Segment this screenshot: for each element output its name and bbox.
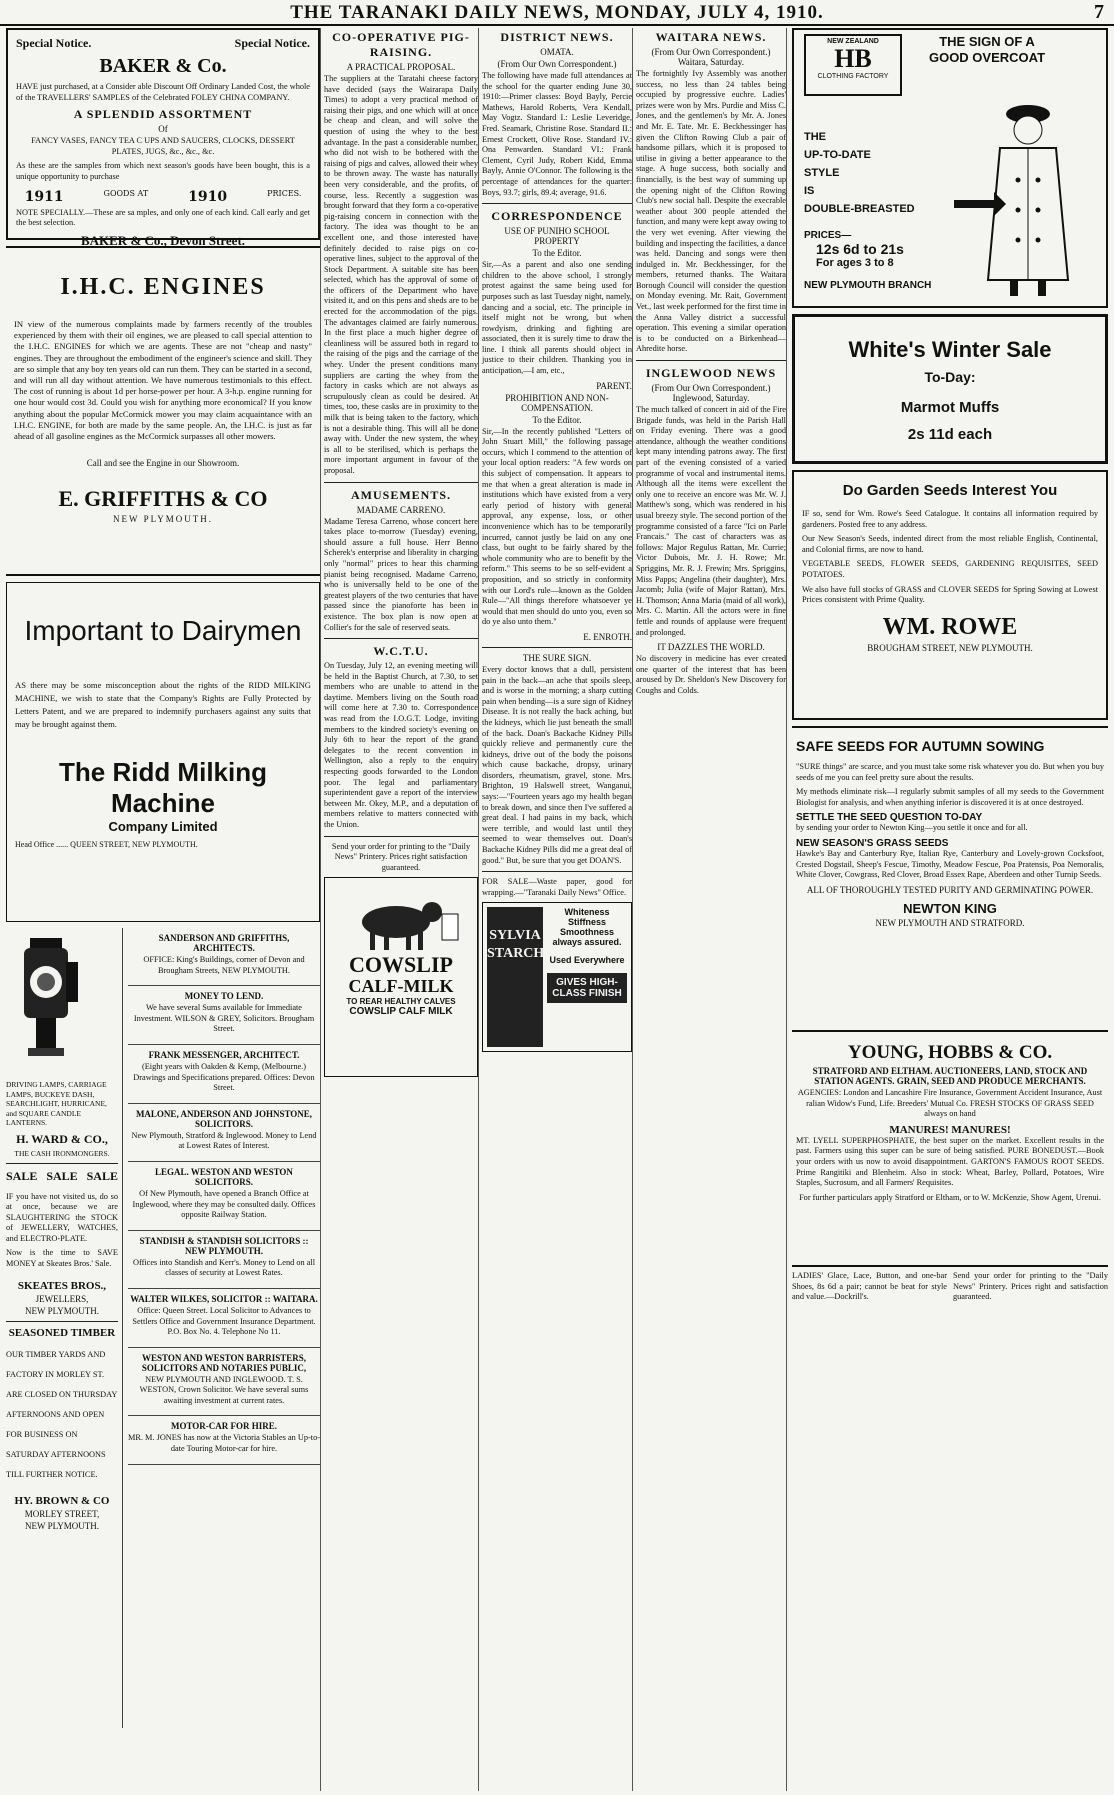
cowslip-word: COWSLIP [349, 952, 453, 978]
ladies-shoes-notice: LADIES' Glace, Lace, Button, and one-bar Shoes, 8s 6d a pair; cannot be beat for style and value.—Dockrill's. [792, 1271, 947, 1302]
sale-2: SALE [46, 1168, 78, 1183]
whites-item: Marmot Muffs [900, 399, 1000, 416]
cowslip-tag: TO REAR HEALTHY CALVES [346, 997, 456, 1007]
ridd-office: QUEEN STREET, NEW PLYMOUTH. [70, 840, 198, 849]
young-name: YOUNG, HOBBS & CO. [847, 1042, 1053, 1063]
sylvia-used: Used Everywhere [549, 955, 625, 966]
inglewood-credit: (From Our Own Correspondent.) Inglewood, Saturday. [651, 383, 771, 404]
directory-entry-text: MR. M. JONES has now at the Victoria Stables an Up-to-date Touring Motor-car for hire. [128, 1433, 320, 1454]
hb-badge-top: NEW ZEALAND [827, 38, 879, 45]
directory-entry [128, 928, 320, 986]
rowe-p3: VEGETABLE SEEDS, FLOWER SEEDS, GARDENING REQUISITES, SEED POTATOES. [802, 559, 1098, 579]
cowslip-label: COWSLIP CALF MILK [349, 1006, 453, 1018]
calf-image [336, 884, 466, 954]
hb-prices-range: 12s 6d to 21s [816, 241, 904, 257]
whites-today: To-Day: [924, 369, 976, 385]
skeats-name: SKEATES BROS., [17, 1279, 107, 1292]
directory-entry-text: We have several Sums available for Immediate Investment. WILSON & GREY, Solicitors. Brougham Street. [133, 1003, 315, 1034]
letter2-to: To the Editor. [532, 414, 582, 425]
inglewood-body: The much talked of concert in aid of the Fire Brigade funds, was held in the Parish Hall on Friday evening. There was a good attendance, although the weather conditions kept many intending patrons away. The first part of the evening consisted of a varied programme of vocal and instrumental items. Although all the items were excellent the only one to receive an encore was Mr. W. J. Matthew's song, which was rendered in his usual breezy style. The second portion of the programme consisted of a farce "Ici on Parle Francais." The cast of characters was as follows: Major Regulus Rattan, Mr. Currie; Victor Dubois, Mr. J. H. Rowe; Mr. Spriggins, Mr. R. J. Frewin; Mrs. Spriggins, Miss Papps; Angelina (their daughter), Mrs. Jacomb; Julia (wife of Major Rattan), Mrs. H. Thomson; Anna Maria (maid of all work), Mrs. C. Martin. All the actors were in fine fettle and rounds of applause were frequent and prolonged. [636, 405, 786, 637]
baker-intro: HAVE just purchased, at a Consider able Discount Off Ordinary Landed Cost, the whole of the TRAVELLERS' SAMPLES of the Celebrated FOLEY CHINA COMPANY. [16, 82, 310, 102]
wctu-title: W.C.T.U. [373, 644, 429, 659]
baker-name: BAKER & Co. [99, 55, 227, 77]
amusements-body: Madame Teresa Carreno, whose concert here takes place to-morrow (Tuesday) evening, should assure a full house. Herr Benno Scherek's enterprise and liberality in charging only "normal" prices to hear this charming pianist being recognised. Madame Carreno, who is universally held to be one of the greatest players of the two centuries that have passed since the pianoforte has been in existence. The box plan is now open at Collier's for the sale of reserved seats. [324, 516, 478, 632]
pig-body: The suppliers at the Taratahi cheese factory have decided (says the Wairarapa Daily Times) to adopt a very practical method of raising their pigs, and one which will at once be cheap and clean, and will solve the question of using the whey to the best advantage. In the past a considerable number, who did not wish to be bothered with the raising of pigs and calves, allowed their whey to be thrown away. The waste has naturally been very considerable, and the profits, of course, less. Recently a suggestion was brought forward that they form a co-operative pig-raising concern in connection with the factory. The idea was thought to be an excellent one, and those interested have definitely decided to raise pigs on co-operative lines, subject to the approval of the Stock Department. A suitable site has been selected, which has the approval of some of the officers of the Department who have visited it, and on this pens and sheds are to be erected for the accommodation of the pigs. The advantages claimed are fairly numerous. In the first place a much higher degree of cleanliness will be assured both in regard to the raising of the pigs and the carriage of the whey. Under the present conditions many suppliers are carting the whey from the factory in casks which are not always as scrupulously clean as could be desired. At times, too, these casks are in proximity to the milk that is being taken to the factory, which is not a desirable thing. This will all be done away with. Under the new system, the whey is all to be sterilised, which is perhaps the more important argument in favour of the proposal. [324, 74, 478, 475]
sure-sign-body: Every doctor knows that a dull, persistent pain in the back—an ache that spoils sleep, and is worse in the morning; a sharp cutting pain when bending—is a sure sign of Kidney Disease. It is not really the back aching, but the kidneys, which lie just beneath the small of the back. Doan's Backache Kidney Pills quickly relieve and permanently cure the kidneys, drive out of the body the poisons which cause backache, dropsy, urinary disorders, rheumatism, gravel, stone. Mrs. Brighton, 19 Halswell street, Wanganui, says:—"Fourteen years ago my health began to break down, and since then I've suffered a great deal. I had pains in my back, which were terrible, and would last until they seemed to wear themselves out. Doan's Backache Kidney Pills did me a great deal of good." But, be sure that you get DOAN'S. [482, 664, 633, 865]
directory-entry-title: WESTON AND WESTON BARRISTERS, SOLICITORS AND NOTARIES PUBLIC, [141, 1352, 307, 1373]
ward-name: H. WARD & CO., [16, 1131, 108, 1146]
hb-style-4: IS [804, 185, 815, 197]
whites-sale-ad [792, 314, 1108, 464]
hb-style-2: UP-TO-DATE [804, 149, 871, 161]
directory-entry-title: WALTER WILKES, SOLICITOR :: WAITARA. [130, 1293, 318, 1304]
column-4 [636, 28, 787, 1791]
hb-style-5: DOUBLE-BREASTED [804, 203, 915, 215]
cowslip-ad [324, 877, 478, 1077]
inglewood-title: INGLEWOOD NEWS [645, 366, 777, 381]
hb-prices [804, 230, 904, 269]
skeats-trade: JEWELLERS, [35, 1293, 89, 1304]
hb-logo: HB [834, 44, 872, 73]
rowe-p1: IF so, send for Wm. Rowe's Seed Catalogue. It contains all information required by gardeners. Posted free to any address. [802, 509, 1098, 529]
newton-king-ad [792, 726, 1108, 1030]
hb-prices-label: PRICES— [804, 230, 852, 241]
sale-1: SALE [6, 1168, 38, 1183]
brown-town: NEW PLYMOUTH. [25, 1520, 99, 1531]
dazzles-title: IT DAZZLES THE WORLD. [657, 642, 765, 653]
directory-entry [128, 986, 320, 1045]
directory-entry-title: FRANK MESSENGER, ARCHITECT. [148, 1049, 300, 1060]
rowe-p2: Our New Season's Seeds, indented direct from the most reliable English, Continental, and Colonial firms, are now to hand. [802, 534, 1098, 554]
hb-sign-title: THE SIGN OF A GOOD OVERCOAT [928, 34, 1046, 65]
column-1 [6, 28, 321, 1791]
king-title: SAFE SEEDS FOR AUTUMN SOWING [796, 738, 1045, 754]
king-h3: NEW SEASON'S GRASS SEEDS [796, 837, 949, 849]
king-town: NEW PLYMOUTH AND STRATFORD. [875, 917, 1025, 928]
amusements-sub: MADAME CARRENO. [356, 504, 446, 515]
newspaper-title: THE TARANAKI DAILY NEWS, MONDAY, JULY 4, 1910. [290, 2, 824, 23]
directory-entry-title: MONEY TO LEND. [184, 991, 264, 1002]
young-body: MT. LYELL SUPERPHOSPHATE, the best super on the market. Excellent results in the past. Farmers using this super can be sure of being satisfied. PURE BONEDUST.—Book your orders with us now to avoid disappointment. GARTON'S FAMOUS ROOT SEEDS. Prime Rangitiki and Blenheim. Also in stock: Wheat, Barley, Pollard, Potatoes, Wire Staples, Sucrosum, and all Farmers' Requisites. [796, 1135, 1104, 1188]
directory-entry [128, 1289, 320, 1348]
hb-overcoat-ad [792, 28, 1108, 308]
baker-ad [6, 28, 320, 248]
rowe-seeds-ad [792, 470, 1108, 720]
letter1-body: Sir,—As a parent and also one sending children to the above school, I strongly protest against the same being used for purposes such as last Tuesday night, namely, dancing and a social, etc. The principle in itself might not be wrong, but when rowdyism, drinking and fighting are associated, then it is surely time to draw the line. I think all parents should object in justice to their children. Thanking you in anticipation,—I am, etc., [482, 260, 632, 376]
king-p1: "SURE things" are scarce, and you must take some risk whatever you do. But when you buy seeds of me you can feel pretty sure about the results. [796, 762, 1104, 782]
directory-entry [128, 1416, 320, 1464]
young-hobbs-ad [792, 1030, 1108, 1265]
calf-milk-word: CALF-MILK [348, 976, 454, 997]
sale-3: SALE [86, 1168, 118, 1183]
directory-entry-title: SANDERSON AND GRIFFITHS, ARCHITECTS. [158, 933, 290, 953]
pig-sub: A PRACTICAL PROPOSAL. [346, 62, 456, 72]
directory-entry-title: STANDISH & STANDISH SOLICITORS :: NEW PLYMOUTH. [139, 1235, 309, 1256]
column-3 [482, 28, 633, 1791]
timber-title: SEASONED TIMBER [8, 1326, 116, 1339]
king-h2: SETTLE THE SEED QUESTION TO-DAY [796, 812, 983, 824]
directory-entry-text: (Eight years with Oakden & Kemp, (Melbourne.) Drawings and Specifications prepared. Offices: Devon Street. [133, 1061, 315, 1093]
boy-in-overcoat-image [944, 100, 1094, 300]
baker-items: FANCY VASES, FANCY TEA C UPS AND SAUCERS, CLOCKS, DESSERT PLATES, JUGS, &c., &c., &c. [31, 136, 295, 156]
directory-entry-text: New Plymouth, Stratford & Inglewood. Money to Lend at Lowest Rates of Interest. [131, 1130, 317, 1151]
sylvia-gives: GIVES HIGH-CLASS FINISH [547, 973, 627, 1003]
directory-entry [128, 1162, 320, 1231]
sylvia-starch-ad [482, 902, 632, 1052]
page-number: 7 [1094, 1, 1104, 23]
king-p2: My methods eliminate risk—I regularly submit samples of all my seeds to the Government Biologist for analysis, and when anything inferior is discovered it is at once destroyed. [796, 787, 1104, 807]
sylvia-starch-box: SYLVIA STARCH [487, 907, 543, 1047]
waitara-credit: (From Our Own Correspondent.) Waitara, Saturday. [651, 47, 771, 67]
brown-street: MORLEY STREET, [24, 1508, 100, 1519]
print-ad: Send your order for printing to the "Daily News" Printery. Prices right satisfaction guaranteed. [331, 841, 471, 872]
young-foot: For further particulars apply Stratford or Eltham, or to W. McKenzie, Show Agent, Urenui. [799, 1192, 1101, 1202]
ridd-name: The Ridd Milking Machine [59, 757, 267, 818]
letter1-signature: PARENT. [596, 380, 632, 391]
col1-lower-left [6, 928, 118, 1728]
letter1-to: To the Editor. [532, 248, 582, 259]
price-1910: 1910 [188, 188, 228, 205]
letter1-title: USE OF PUNIHO SCHOOL PROPERTY [504, 226, 610, 247]
special-notice-right: Special Notice. [234, 36, 310, 50]
bottom-notices [792, 1265, 1108, 1307]
price-1911: 1911 [24, 188, 64, 205]
ihc-ad [6, 246, 320, 576]
ward-sub: THE CASH IRONMONGERS. [14, 1148, 110, 1158]
directory-entry [128, 1045, 320, 1104]
ward-lamps: DRIVING LAMPS, CARRIAGE LAMPS, BUCKEYE DASH, SEARCHLIGHT, HURRICANE, and SQUARE CANDLE LANTERNS. [6, 1080, 107, 1127]
ridd-body: AS there may be some misconception about the rights of the RIDD MILKING MACHINE, we wish to state that the Company's Rights are Fully Protected by Letters Patent, and we are prepared to indemnify purchasers against any suits that may be brought against them. [15, 680, 311, 729]
king-p3: by sending your order to Newton King—you settle it once and for all. [796, 823, 1028, 833]
correspondence-title: CORRESPONDENCE [491, 209, 623, 224]
hb-badge-bottom: CLOTHING FACTORY [817, 73, 889, 80]
district-title: DISTRICT NEWS. [500, 30, 614, 44]
district-body: The following have made full attendances at the school for the quarter ending June 30, 1910:—Primer classes: Boyd Bayly, Percie Mathews, Harold Roberts, Vera Kendall, May Vogtz. Standard I.: Leslie Leveridge, Fred. Seamark, Christine Rose. Standard II.: Ernest Crockett, Olive Rose. Standard IV.: Ona Penwarden. Standard VI.: Frank Clement, Cyril Judy, Robert Kidd, Emma Bayly, Annie O'Connor. The following is the percentage of attendances for the quarter: Boys, 93.7; girls, 89.4; average, 91.6. [482, 71, 632, 197]
young-agencies: AGENCIES: London and Lancashire Fire Insurance, Government Accident Insurance, Aust ralian Widow's Fund, Life. Breeders' Mutual Co. FRESH STOCKS OF GRASS SEED always on hand [797, 1088, 1103, 1119]
king-tested: ALL OF THOROUGHLY TESTED PURITY AND GERMINATING POWER. [806, 884, 1094, 895]
hb-branch: NEW PLYMOUTH BRANCH [804, 280, 932, 291]
griffiths-name: E. GRIFFITHS & CO [58, 486, 268, 512]
directory-entry-text: Office: Queen Street. Local Solicitor to Advances to Settlers Office and Government Insurance Department. P.O. Box No. 4. Telephone No 11. [132, 1305, 316, 1337]
for-sale-notice: FOR SALE—Waste paper, good for wrapping.—"Taranaki Daily News" Office. [482, 877, 632, 897]
brown-name: HY. BROWN & CO [14, 1494, 110, 1507]
sure-sign-title: THE SURE SIGN. [522, 652, 592, 663]
directory-entry-text: OFFICE: King's Buildings, corner of Devon and Brougham Streets, NEW PLYMOUTH. [143, 955, 305, 975]
directory-entry-text: Offices into Standish and Kerr's. Money to Lend on all classes of security at Lowest Rates. [133, 1257, 315, 1278]
timber-body: OUR TIMBER YARDS AND FACTORY IN MORLEY ST. ARE CLOSED ON THURSDAY AFTERNOONS AND OPEN FOR BUSINESS ON SATURDAY AFTERNOONS TILL FURTHER NOTICE. [6, 1349, 118, 1479]
ridd-headline: Important to Dairymen [24, 615, 302, 646]
column-2 [324, 28, 479, 1791]
whites-title: White's Winter Sale [848, 337, 1052, 362]
directory-entry-text: NEW PLYMOUTH AND INGLEWOOD. T. S. WESTON, Crown Solicitor. We have several sums awaiting investment at current rates. [139, 1374, 309, 1405]
professional-directory [122, 928, 320, 1728]
baker-of: Of [158, 124, 168, 135]
whites-price: 2s 11d each [907, 426, 993, 443]
young-manures: MANURES! MANURES! [889, 1123, 1011, 1136]
price-prices: PRICES. [267, 188, 302, 198]
letter2-body: Sir,—In the recently published "Letters of John Stuart Mill," the following passage occurs, which I commend to the attention of your local option readers: "A few words on this subject of compensation. It appears to me that when a great alteration is made in institutions which have existed from a very early period of history with general approval, any expense, loss, or other inconvenience which has to be temporarily incurred, cannot justly be laid on any one class, but ought to be fairly shared by the whole community who are to benefit by the reform." This seems to be so self-evident a proposition, and so strictly in conformity with our Lord's rule—known as the Golden Rule—"All things therefore whatsoever ye would that men should do unto you, even so do ye also unto them." [482, 426, 632, 627]
hb-style-3: STYLE [804, 167, 840, 179]
directory-entry [128, 1348, 320, 1417]
young-sub: STRATFORD AND ELTHAM. AUCTIONEERS, LAND, STOCK AND STATION AGENTS. GRAIN, SEED AND PRODUCE MERCHANTS. [812, 1066, 1088, 1086]
amusements-title: AMUSEMENTS. [350, 487, 451, 502]
special-notice-left: Special Notice. [16, 36, 92, 50]
letter2-title: PROHIBITION AND NON-COMPENSATION. [505, 392, 609, 413]
baker-samples: As these are the samples from which next season's goods have been bought, this is a unique opportunity to purchase [16, 161, 310, 181]
hb-style [804, 128, 924, 218]
district-credit: (From Our Own Correspondent.) [497, 59, 617, 69]
baker-assortment: A SPLENDID ASSORTMENT [73, 107, 253, 122]
directory-entry-title: MOTOR-CAR FOR HIRE. [170, 1421, 278, 1432]
ihc-title: I.H.C. ENGINES [60, 274, 266, 300]
ihc-body: IN view of the numerous complaints made by farmers recently of the troubles experienced by them with their oil engines, we are pleased to call special attention to the I.H.C. ENGINES for which we are agents. These are not "cheap and nasty" engines. They are throughout the embodiment of the engineer's science and skill. They are so simple that any boy ten years old can run them. They can be started in a second, and will run all day without attention. We have numerous testimonials to this effect. The cost of running is about 1d per horse-power per hour. A 3-h.p. engine running for one hour would cost 3d. Could you wish for anything more economical? If you know anything about the popular McCormick mower you may claim acquaintance with an I.H.C. ENGINE, for both are made by the same people. An, the I.H.C. is just as far ahead of all gasoline engines as the McCormick surpasses all other mowers. [14, 319, 312, 442]
directory-entry-text: Of New Plymouth, have opened a Branch Office at Inglewood, where they may be consulted daily. Offices opposite Railway Station. [132, 1188, 316, 1220]
hb-badge [804, 34, 902, 96]
rowe-title: Do Garden Seeds Interest You [842, 482, 1058, 499]
skeats-body: IF you have not visited us, do so at once, because we are SLAUGHTERING the STOCK of JEWELLERY, WATCHES, and ELECTRO-PLATE. [6, 1191, 118, 1243]
waitara-body: The fortnightly Ivy Assembly was another success, no less than 24 tables being occupied by progressive euchre. Ladies' prizes were won by Mrs. Purdie and Miss C. Jones, and the gentlemen's by Mr. A. Jones and Mr. E. Tate. Mr. E. Beckhessinger has given the Clifton Rowing Club a pair of handsome pillars, which it is proposed to utilise in giving a better appearance to the stage. A huge success, both socially and financially, is the best way of summing up the opening night of the Clifton Rowing Club's new social hall. Despite the execrable weather about 300 people attended the function, and many were kept away owing to the very wet evening. After viewing the building and inspecting the facilities, a dance was held. Dancing and songs were then indulged in. Mr. Beckhessinger, for the members, returned thanks. The Waitara Borough Council will consider the question on Monday evening. Mr. Rait, Government Vet., last week performed for the first time in the Anna Valley district a successful operation. This evening a similar operation is to be conducted on a Birkenhead—Ahredite horse. [636, 69, 786, 354]
king-list: Hawke's Bay and Canterbury Rye, Italian Rye, Canterbury and Lovely-grown Cocksfoot, Crested Dogstail, Sheep's Fescue, Timothy, Meadow Fescue, Poa Pratensis, Poa Nemoralis, White Clover, Cowgrass, Red Clover, Broad Essex Rape, Aberdeen and other Turnip Seeds. [796, 848, 1104, 880]
griffiths-town: NEW PLYMOUTH. [113, 514, 213, 525]
ridd-ad: Important to Dairymen AS there may be some misconception about the rights of the RIDD MILKING MACHINE, we wish to state that the Company's Rights are Fully Protected by Letters Patent, and we are prepared to indemnify purchasers against any suits that may be brought against them. The Ridd Milking Machine Company Limited Head Office ...... QUEEN STREET, NEW PLYMOUTH. [6, 582, 320, 922]
waitara-title: WAITARA NEWS. [655, 30, 767, 44]
directory-entry [128, 1231, 320, 1289]
rowe-name: WM. ROWE [882, 613, 1018, 640]
skeats-town: NEW PLYMOUTH. [25, 1305, 99, 1316]
baker-address: BAKER & Co., Devon Street. [80, 232, 246, 248]
skeats-now: Now is the time to SAVE MONEY at Skeates Bros.' Sale. [6, 1248, 118, 1269]
hb-style-1: THE [804, 131, 826, 143]
ridd-company: Company Limited [108, 819, 218, 834]
hb-ages: For ages 3 to 8 [816, 257, 894, 269]
district-place: OMATA. [540, 47, 574, 57]
letter2-signature: E. ENROTH. [583, 631, 632, 642]
masthead [0, 0, 1114, 26]
carriage-lamp-image [6, 932, 86, 1072]
rowe-address: BROUGHAM STREET, NEW PLYMOUTH. [867, 642, 1033, 653]
ihc-call: Call and see the Engine in our Showroom. [86, 458, 240, 469]
directory-entry-title: MALONE, ANDERSON AND JOHNSTONE, SOLICITORS. [135, 1108, 313, 1129]
column-5 [792, 28, 1108, 1791]
send-order-notice: Send your order for printing to the "Daily News" Printery. Prices right and satisfaction guaranteed. [953, 1271, 1108, 1302]
king-name: NEWTON KING [903, 900, 997, 916]
price-goods-at: GOODS AT [103, 188, 149, 198]
rowe-p4: We also have full stocks of GRASS and CLOVER SEEDS for Spring Sowing at Lowest Prices consistent with Prime Quality. [802, 584, 1098, 605]
baker-price-row [16, 189, 310, 205]
col1-lower [6, 928, 320, 1728]
dazzles-body: No discovery in medicine has ever created one quarter of the interest that has been aroused by Dr. Sheldon's New Discovery for Coughs and Colds. [636, 654, 786, 695]
wctu-body: On Tuesday, July 12, an evening meeting will be held in the Baptist Church, at 7.30, to set members who are unable to attend in the daytime. Members living on the South road will come here at 7.30 to. Correspondence was read from the I.O.G.T. Lodge, inviting members to the kindred society's evening on July 6th to hear the report of the grand delegates to the recent convention in Wellington, also a reply to the enquiry respecting goods forwarded to the London poor. The legal and parliamentary superintendent gave a report of the interview between Mr. Okey, M.P., and a deputation of members relative to matters connected with the Union. [324, 661, 478, 829]
directory-entry [128, 1104, 320, 1162]
directory-entry-title: LEGAL. WESTON AND WESTON SOLICITORS. [155, 1166, 293, 1187]
ridd-office-label: Head Office [15, 840, 55, 849]
sylvia-claims: Whiteness Stiffness Smoothness always assured. [552, 907, 622, 948]
pig-title: CO-OPERATIVE PIG-RAISING. [332, 30, 470, 59]
baker-note: NOTE SPECIALLY.—These are sa mples, and only one of each kind. Call early and get the best selection. [16, 207, 310, 228]
